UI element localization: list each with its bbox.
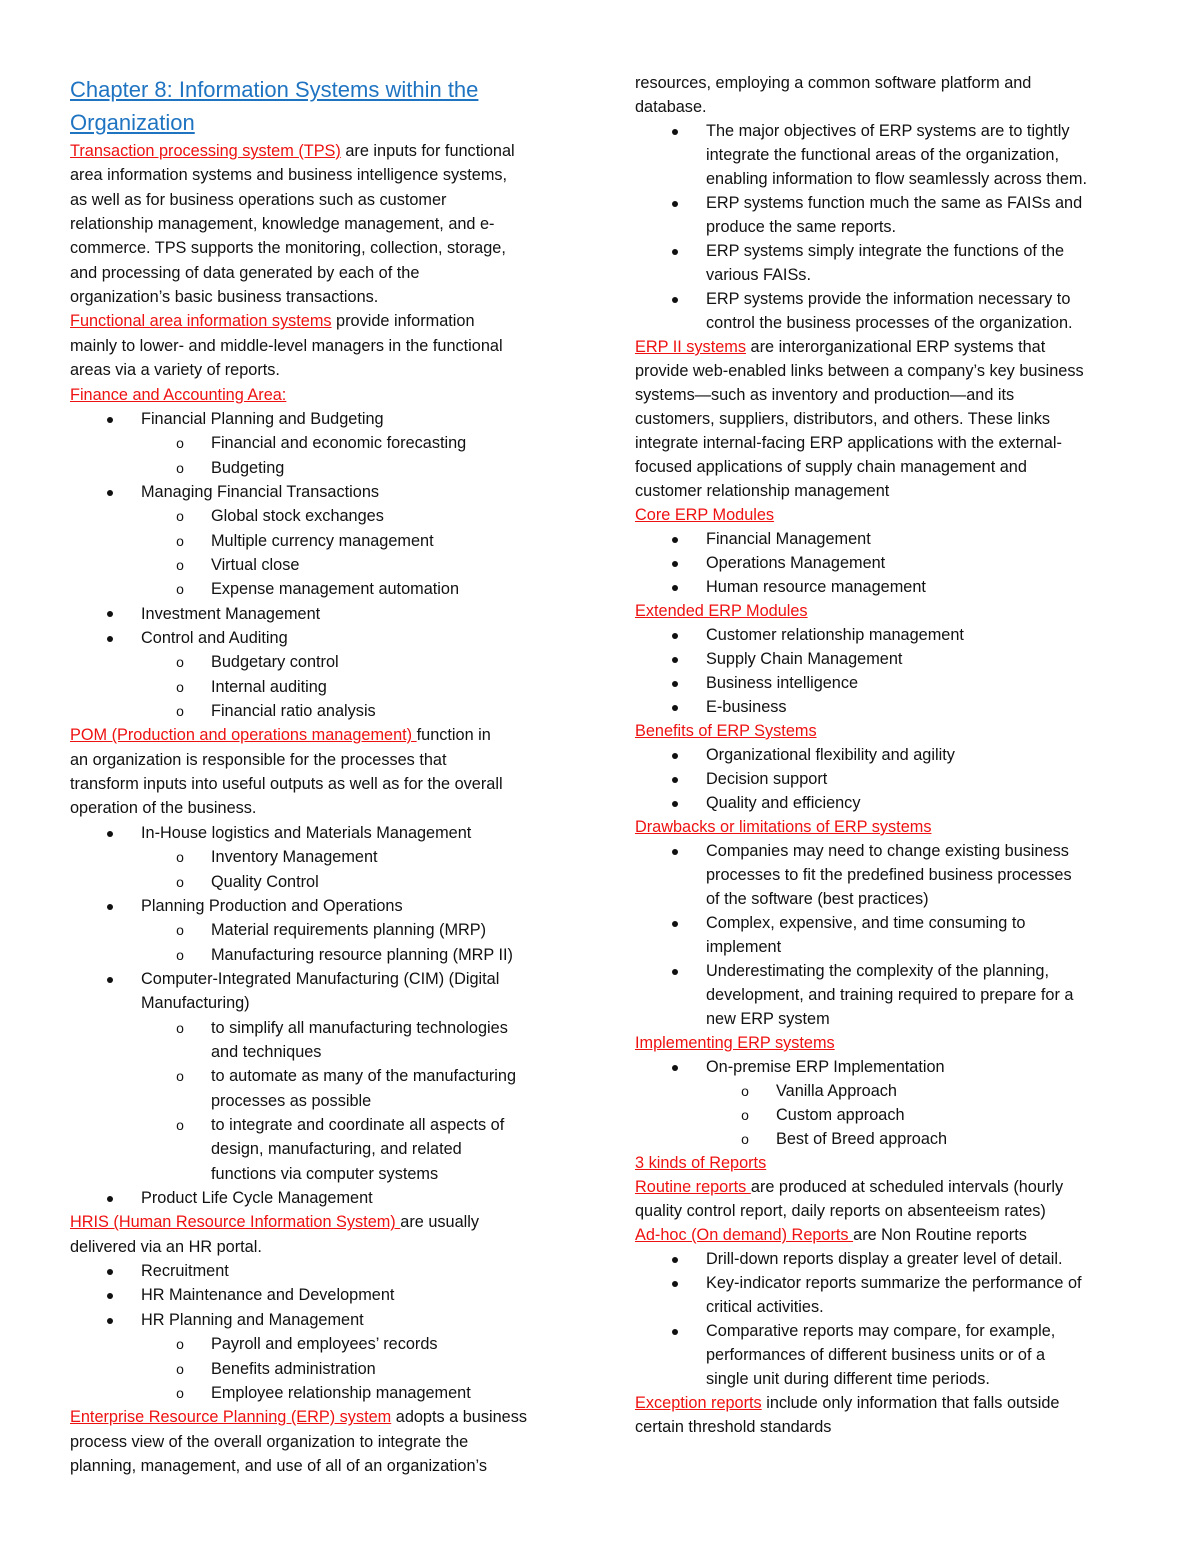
term-heading: Extended ERP Modules (635, 602, 808, 620)
bullet-icon (104, 602, 116, 626)
paragraph-line (70, 1210, 479, 1234)
term-heading: 3 kinds of Reports (635, 1154, 767, 1172)
paragraph-line (70, 212, 494, 236)
bullet-icon (104, 1283, 116, 1307)
circle-bullet-icon: o (176, 1019, 184, 1036)
sub-bullet-item (211, 1162, 438, 1186)
circle-bullet-icon: o (176, 849, 184, 866)
line-text: Companies may need to change existing business (706, 842, 1069, 860)
line-text: In-House logistics and Materials Management (141, 823, 472, 842)
bullet-item (706, 623, 964, 647)
sub-bullet-item (176, 1357, 376, 1381)
bullet-icon (669, 1055, 681, 1079)
bullet-item (141, 1186, 373, 1210)
line-text: Employee relationship management (211, 1383, 471, 1402)
circle-bullet-icon: o (176, 532, 184, 549)
line-text: Financial Management (706, 530, 871, 548)
term-heading: Transaction processing system (TPS) (70, 142, 341, 160)
line-text: to simplify all manufacturing technologies (211, 1018, 508, 1037)
paragraph-line (70, 1454, 487, 1478)
line-text: Manufacturing) (141, 994, 250, 1013)
bullet-item (141, 821, 471, 845)
paragraph-line (635, 503, 774, 527)
bullet-icon (104, 967, 116, 991)
circle-bullet-icon: o (176, 703, 184, 720)
line-text: Investment Management (141, 604, 321, 623)
line-text: provide information (331, 312, 475, 331)
paragraph-line (70, 139, 515, 163)
term-heading: Drawbacks or limitations of ERP systems (635, 818, 932, 836)
bullet-item (706, 1247, 1063, 1271)
line-text: performances of different business units or of a (706, 1346, 1046, 1364)
paragraph-line (70, 236, 506, 260)
paragraph-line (635, 1415, 831, 1439)
line-text: provide web-enabled links between a company’s key business (635, 362, 1084, 380)
term-heading: Routine reports (635, 1178, 751, 1196)
line-text: Computer-Integrated Manufacturing (CIM) (Digital (141, 969, 500, 988)
line-text: E-business (706, 698, 787, 716)
bullet-item (706, 1271, 1082, 1295)
line-text: Underestimating the complexity of the planning, (706, 962, 1050, 980)
bullet-item (706, 767, 827, 791)
bullet-icon (669, 647, 681, 671)
bullet-icon (669, 239, 681, 263)
circle-bullet-icon: o (176, 1336, 184, 1353)
line-text: functions via computer systems (211, 1164, 439, 1183)
line-text: certain threshold standards (635, 1418, 832, 1436)
term-heading: Benefits of ERP Systems (635, 722, 817, 740)
bullet-icon (669, 911, 681, 935)
bullet-item (706, 1055, 945, 1079)
line-text: ERP systems simply integrate the functions of the (706, 242, 1065, 260)
line-text: Business intelligence (706, 674, 859, 692)
bullet-item (706, 647, 902, 671)
line-text: resources, employing a common software platform and (635, 74, 1032, 92)
bullet-item (706, 695, 787, 719)
bullet-icon (669, 767, 681, 791)
bullet-icon (104, 407, 116, 431)
line-text: Organizational flexibility and agility (706, 746, 955, 764)
line-text: systems—such as inventory and production—and its (635, 386, 1015, 404)
line-text: organization’s basic business transactions. (70, 288, 379, 307)
bullet-item (141, 1308, 364, 1332)
line-text: ERP systems function much the same as FAISs and (706, 194, 1083, 212)
paragraph-line (635, 335, 1045, 359)
circle-bullet-icon: o (741, 1083, 749, 1099)
bullet-item (706, 839, 1069, 863)
paragraph-line (70, 358, 280, 382)
sub-bullet-item (176, 918, 487, 942)
line-text: Vanilla Approach (776, 1082, 897, 1100)
circle-bullet-icon: o (176, 581, 184, 598)
bullet-icon (669, 287, 681, 311)
sub-bullet-item (176, 870, 319, 894)
paragraph-line (70, 772, 503, 796)
circle-bullet-icon: o (176, 678, 184, 695)
paragraph-line (70, 163, 507, 187)
line-text: Multiple currency management (211, 531, 434, 550)
line-text: focused applications of supply chain management and (635, 458, 1027, 476)
circle-bullet-icon: o (176, 654, 184, 671)
line-text: Inventory Management (211, 848, 378, 867)
bullet-item (706, 1367, 990, 1391)
bullet-item (706, 1007, 830, 1031)
sub-bullet-item (741, 1127, 948, 1151)
paragraph-line (635, 1031, 835, 1055)
bullet-icon (669, 623, 681, 647)
line-text: Planning Production and Operations (141, 896, 403, 915)
line-text: Drill-down reports display a greater level of detail. (706, 1250, 1063, 1268)
sub-bullet-item (176, 1113, 505, 1137)
circle-bullet-icon: o (741, 1131, 749, 1147)
circle-bullet-icon: o (176, 556, 184, 573)
bullet-item (141, 602, 320, 626)
paragraph-line (635, 431, 1062, 455)
bullet-icon (104, 821, 116, 845)
bullet-icon (669, 1271, 681, 1295)
term-heading: Functional area information systems (70, 312, 332, 331)
line-text: various FAISs. (706, 266, 811, 284)
sub-bullet-item (211, 1137, 462, 1161)
circle-bullet-icon: o (176, 459, 184, 476)
bullet-icon (104, 1186, 116, 1210)
line-text: control the business processes of the organization. (706, 314, 1073, 332)
bullet-item (706, 239, 1064, 263)
circle-bullet-icon: o (176, 508, 184, 525)
line-text: include only information that falls outside (761, 1394, 1060, 1412)
sub-bullet-item (741, 1079, 897, 1103)
sub-bullet-item (176, 1332, 438, 1356)
line-text: adopts a business (391, 1408, 528, 1427)
sub-bullet-item (176, 845, 378, 869)
line-text: single unit during different time periods. (706, 1370, 990, 1388)
sub-bullet-item (176, 650, 339, 674)
bullet-item (706, 551, 885, 575)
line-text: Quality and efficiency (706, 794, 861, 812)
paragraph-line (635, 359, 1084, 383)
sub-bullet-item (176, 1064, 516, 1088)
paragraph-line (635, 1151, 766, 1175)
line-text: Custom approach (776, 1106, 905, 1124)
bullet-icon (669, 575, 681, 599)
circle-bullet-icon: o (176, 1384, 184, 1401)
paragraph-line (70, 285, 378, 309)
line-text: operation of the business. (70, 799, 257, 818)
bullet-item (141, 991, 250, 1015)
bullet-item (706, 215, 896, 239)
bullet-icon (669, 695, 681, 719)
paragraph-line (635, 719, 817, 743)
paragraph-line (70, 188, 446, 212)
line-text: Internal auditing (211, 677, 327, 696)
bullet-icon (104, 626, 116, 650)
bullet-icon (669, 671, 681, 695)
line-text: Human resource management (706, 578, 926, 596)
line-text: commerce. TPS supports the monitoring, collection, storage, (70, 239, 506, 258)
bullet-item (141, 480, 379, 504)
bullet-item (706, 671, 858, 695)
line-text: to integrate and coordinate all aspects of (211, 1116, 505, 1134)
line-text: Control and Auditing (141, 629, 288, 647)
line-text: Financial and economic forecasting (211, 434, 467, 453)
line-text: area information systems and business intelligence systems, (70, 166, 508, 185)
sub-bullet-item (176, 504, 384, 528)
term-heading: Implementing ERP systems (635, 1034, 835, 1052)
paragraph-line (635, 1391, 1059, 1415)
line-text: planning, management, and use of all of an organization’s (70, 1456, 487, 1475)
line-text: Supply Chain Management (706, 650, 903, 668)
bullet-icon (669, 191, 681, 215)
circle-bullet-icon: o (176, 922, 184, 939)
bullet-icon (104, 894, 116, 918)
line-text: as well as for business operations such as customer (70, 190, 447, 209)
sub-bullet-item (176, 675, 327, 699)
bullet-icon (104, 480, 116, 504)
line-text: HR Maintenance and Development (141, 1286, 395, 1305)
circle-bullet-icon: o (176, 946, 184, 963)
paragraph-line (70, 1430, 468, 1454)
bullet-item (706, 791, 860, 815)
circle-bullet-icon: o (176, 873, 184, 890)
bullet-item (706, 119, 1069, 143)
line-text: Best of Breed approach (776, 1130, 948, 1148)
sub-bullet-item (741, 1103, 905, 1127)
line-text: Payroll and employees’ records (211, 1335, 438, 1354)
line-text: ERP systems provide the information necessary to (706, 290, 1071, 308)
line-text: Complex, expensive, and time consuming to (706, 914, 1026, 932)
bullet-icon (669, 791, 681, 815)
line-text: Decision support (706, 770, 828, 788)
line-text: Manufacturing resource planning (MRP II) (211, 945, 513, 964)
line-text: delivered via an HR portal. (70, 1237, 262, 1256)
paragraph-line (635, 455, 1027, 479)
line-text: Product Life Cycle Management (141, 1189, 373, 1208)
line-text: mainly to lower- and middle-level managers in the functional (70, 336, 503, 355)
bullet-icon (669, 527, 681, 551)
term-heading: Enterprise Resource Planning (ERP) system (70, 1408, 392, 1427)
line-text: Financial Planning and Budgeting (141, 409, 384, 428)
bullet-item (706, 191, 1082, 215)
term-heading: Ad-hoc (On demand) Reports (635, 1226, 854, 1244)
sub-bullet-item (211, 1040, 321, 1064)
line-text: Material requirements planning (MRP) (211, 921, 487, 940)
paragraph-line (70, 1235, 262, 1259)
circle-bullet-icon: o (176, 1360, 184, 1377)
circle-bullet-icon: o (176, 435, 184, 452)
paragraph-line (70, 748, 447, 772)
sub-bullet-item (176, 1381, 471, 1405)
line-text: design, manufacturing, and related (211, 1140, 462, 1159)
line-text: Budgetary control (211, 653, 339, 672)
term-heading: ERP II systems (635, 338, 746, 356)
sub-bullet-item (176, 943, 513, 967)
paragraph-line (635, 71, 1031, 95)
paragraph-line (635, 815, 931, 839)
line-text: Quality Control (211, 872, 319, 891)
bullet-icon (669, 839, 681, 863)
line-text: Virtual close (211, 555, 300, 574)
paragraph-line (70, 261, 419, 285)
term-heading: POM (Production and operations management) (70, 726, 417, 745)
line-text: database. (635, 98, 707, 116)
bullet-item (706, 1295, 824, 1319)
sub-bullet-item (176, 1016, 508, 1040)
line-text: customer relationship management (635, 482, 890, 500)
line-text: of the software (best practices) (706, 890, 929, 908)
bullet-item (706, 1319, 1055, 1343)
paragraph-line (635, 479, 889, 503)
line-text: and processing of data generated by each of the (70, 263, 420, 282)
bullet-item (141, 1283, 394, 1307)
circle-bullet-icon: o (176, 1117, 184, 1133)
line-text: and techniques (211, 1042, 322, 1061)
line-text: Comparative reports may compare, for example, (706, 1322, 1056, 1340)
paragraph-line (635, 407, 1050, 431)
line-text: customers, suppliers, distributors, and others. These links (635, 410, 1051, 428)
bullet-icon (104, 1259, 116, 1283)
bullet-icon (669, 551, 681, 575)
bullet-item (706, 887, 929, 911)
bullet-item (706, 911, 1025, 935)
line-text: function in (416, 726, 491, 745)
paragraph-line (635, 1175, 1063, 1199)
line-text: critical activities. (706, 1298, 824, 1316)
paragraph-line (70, 383, 286, 407)
term-heading: Exception reports (635, 1394, 762, 1412)
bullet-item (141, 894, 403, 918)
bullet-item (141, 626, 288, 650)
bullet-item (706, 287, 1070, 311)
circle-bullet-icon: o (176, 1068, 184, 1085)
line-text: processes to fit the predefined business processes (706, 866, 1072, 884)
line-text: Benefits administration (211, 1359, 376, 1378)
term-heading: Finance and Accounting Area: (70, 385, 287, 404)
paragraph-line (70, 796, 256, 820)
line-text: are usually (400, 1213, 480, 1232)
bullet-icon (669, 959, 681, 983)
line-text: integrate the functional areas of the organization, (706, 146, 1059, 164)
line-text: implement (706, 938, 782, 956)
bullet-item (706, 575, 926, 599)
line-text: produce the same reports. (706, 218, 897, 236)
bullet-item (706, 527, 871, 551)
line-text: Financial ratio analysis (211, 702, 376, 721)
line-text: Customer relationship management (706, 626, 964, 644)
bullet-item (141, 967, 499, 991)
paragraph-line (635, 1223, 1027, 1247)
paragraph-line (70, 1405, 527, 1429)
chapter-title-line-2: Organization (70, 110, 195, 135)
bullet-item (141, 407, 384, 431)
bullet-item (706, 263, 811, 287)
line-text: Global stock exchanges (211, 507, 384, 526)
sub-bullet-item (176, 553, 300, 577)
line-text: are interorganizational ERP systems that (745, 338, 1046, 356)
bullet-item (706, 935, 781, 959)
line-text: areas via a variety of reports. (70, 361, 280, 380)
line-text: are produced at scheduled intervals (hourly (750, 1178, 1064, 1196)
bullet-item (141, 1259, 229, 1283)
line-text: processes as possible (211, 1091, 372, 1110)
bullet-icon (669, 1247, 681, 1271)
line-text: development, and training required to prepare for a (706, 986, 1074, 1004)
line-text: The major objectives of ERP systems are to tightly (706, 122, 1070, 140)
bullet-icon (669, 119, 681, 143)
bullet-item (706, 311, 1073, 335)
sub-bullet-item (176, 431, 467, 455)
bullet-item (706, 863, 1072, 887)
bullet-item (706, 143, 1059, 167)
paragraph-line (635, 383, 1014, 407)
bullet-item (706, 743, 955, 767)
line-text: an organization is responsible for the processes that (70, 750, 447, 769)
chapter-title-line-1: Chapter 8: Information Systems within the (70, 77, 479, 102)
line-text: quality control report, daily reports on absenteeism rates) (635, 1202, 1046, 1220)
line-text: relationship management, knowledge management, and e- (70, 215, 495, 234)
paragraph-line (635, 1199, 1046, 1223)
bullet-icon (669, 743, 681, 767)
bullet-item (706, 983, 1073, 1007)
line-text: new ERP system (706, 1010, 830, 1028)
term-heading: HRIS (Human Resource Information System) (70, 1213, 401, 1232)
sub-bullet-item (176, 456, 285, 480)
paragraph-line (70, 723, 491, 747)
paragraph-line (635, 599, 808, 623)
line-text: Expense management automation (211, 580, 459, 599)
sub-bullet-item (176, 699, 376, 723)
line-text: HR Planning and Management (141, 1310, 364, 1329)
line-text: On-premise ERP Implementation (706, 1058, 945, 1076)
circle-bullet-icon: o (741, 1107, 749, 1123)
line-text: Budgeting (211, 458, 285, 477)
line-text: are inputs for functional (340, 142, 515, 160)
line-text: Operations Management (706, 554, 886, 572)
paragraph-line (635, 95, 707, 119)
paragraph-line (70, 334, 503, 358)
line-text: are Non Routine reports (853, 1226, 1027, 1244)
sub-bullet-item (211, 1089, 371, 1113)
bullet-item (706, 959, 1049, 983)
line-text: enabling information to flow seamlessly across them. (706, 170, 1087, 188)
paragraph-line (70, 309, 475, 333)
sub-bullet-item (176, 577, 459, 601)
line-text: integrate internal-facing ERP applications with the external- (635, 434, 1062, 452)
term-heading: Core ERP Modules (635, 506, 775, 524)
line-text: Managing Financial Transactions (141, 482, 380, 501)
line-text: Key-indicator reports summarize the performance of (706, 1274, 1082, 1292)
line-text: Recruitment (141, 1262, 229, 1281)
line-text: to automate as many of the manufacturing (211, 1067, 516, 1086)
bullet-icon (104, 1308, 116, 1332)
sub-bullet-item (176, 529, 434, 553)
line-text: transform inputs into useful outputs as well as for the overall (70, 775, 503, 794)
line-text: process view of the overall organization to integrate the (70, 1432, 469, 1451)
bullet-item (706, 1343, 1045, 1367)
bullet-item (706, 167, 1087, 191)
bullet-icon (669, 1319, 681, 1343)
